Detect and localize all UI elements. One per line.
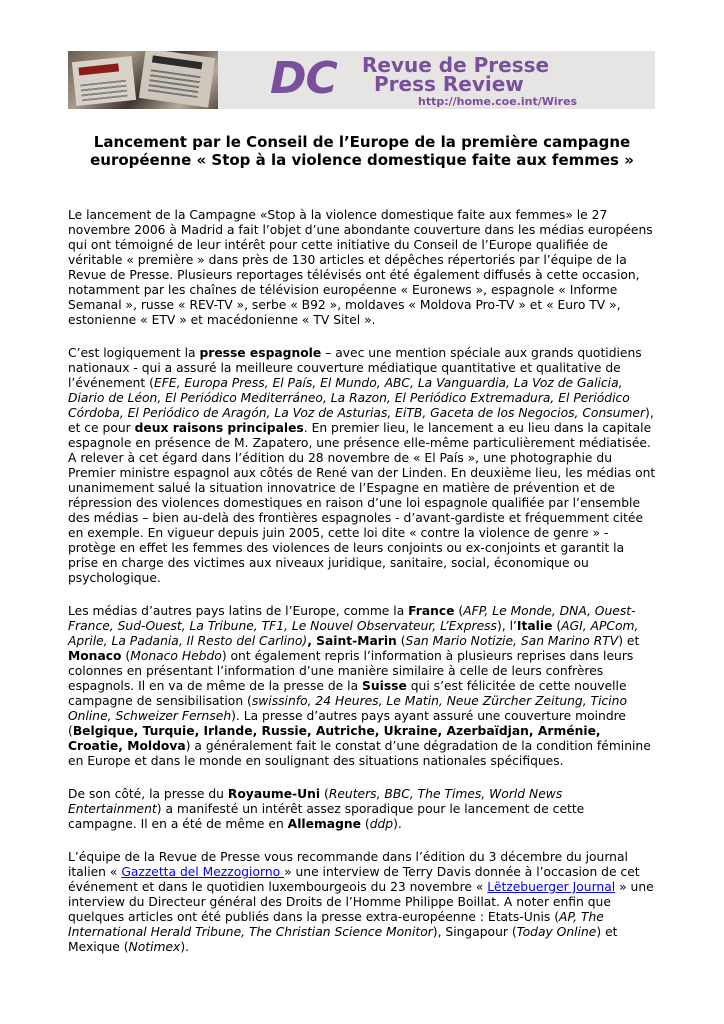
banner-url: http://home.coe.int/Wires xyxy=(418,95,578,108)
title-line-1: Lancement par le Conseil de l’Europe de la première campagne xyxy=(93,133,631,151)
title-line-2: européenne « Stop à la violence domestique faite aux femmes » xyxy=(90,151,634,169)
article-body xyxy=(68,208,656,973)
banner-title-english: Press Review xyxy=(374,72,524,96)
paragraph-latin-countries: Les médias d’autres pays latins de l’Europe, comme la France (AFP, Le Monde, DNA, Ouest-France, Sud-Ouest, La Tribune, TF1, Le Nouvel Observateur, L’Express), l’Italie (AGI, APCom, Aprile, La Padania, Il Resto del Carlino), Saint-Marin (San Mario Notizie, San Marino RTV) et Monaco (Monaco Hebdo) ont également repris l’information à plusieurs reprises dans leurs colonnes en présentant l’information d’une manière similaire à celle de leurs confrères espagnols. Il en va de même de la presse de la Suisse qui s’est félicitée de cette nouvelle campagne de sensibilisation (swissinfo, 24 Heures, Le Matin, Neue Zürcher Zeitung, Ticino Online, Schweizer Fernseh). La presse d’autres pays ayant assuré une couverture moindre (Belgique, Turquie, Irlande, Russie, Autriche, Ukraine, Azerbaïdjan, Arménie, Croatie, Moldova) a généralement fait le constat d’une dégradation de la condition féminine en Europe et dans le monde en soulignant des situations nationales spécifiques. xyxy=(68,604,651,768)
header-banner xyxy=(68,51,655,109)
banner-title-french: Revue de Presse xyxy=(362,53,550,77)
paragraph-intro: Le lancement de la Campagne «Stop à la violence domestique faite aux femmes» le 27 novembre 2006 à Madrid a fait l’objet d’une abondante couverture dans les médias européens qui ont témoigné de leur intérêt pour cette initiative du Conseil de l’Europe qualifiée de véritable « première » dans près de 130 articles et dépêches répertoriés par l’équipe de la Revue de Presse. Plusieurs reportages télévisés ont été également diffusés à cette occasion, notamment par les chaînes de télévision européenne « Euronews », espagnole « Informe Semanal », russe « REV-TV », serbe « B92 », moldaves « Moldova Pro-TV » et « Euro TV », estonienne « ETV » et macédonienne « TV Sitel ». xyxy=(68,208,653,327)
document-title xyxy=(70,133,654,169)
dc-logo: DC xyxy=(270,53,337,104)
paragraph-spain: C’est logiquement la presse espagnole – avec une mention spéciale aux grands quotidiens nationaux - qui a assuré la meilleure couverture médiatique quantitative et qualitative de l’événement (EFE, Europa Press, El País, El Mundo, ABC, La Vanguardia, La Voz de Galicia, Diario de Léon, El Periódico Mediterráneo, La Razon, El Periódico Extremadura, El Periódico Córdoba, El Periódico de Aragón, La Voz de Asturias, EiTB, Gaceta de los Negocios, Consumer), et ce pour deux raisons principales. En premier lieu, le lancement a eu lieu dans la capitale espagnole en présence de M. Zapatero, une présence elle-même particulièrement médiatisée. A relever à cet égard dans l’édition du 28 novembre de « El País », une photographie du Premier ministre espagnol aux côtés de René van der Linden. En deuxième lieu, les médias ont unanimement salué la situation innovatrice de l’Espagne en matière de prévention et de répression des violences domestiques en raison d’une loi espagnole qualifiée par l’ensemble des médias – bien au-delà des frontières espagnoles - d’avant-gardiste et fréquemment citée en exemple. En vigueur depuis juin 2005, cette loi dite « contre la violence de genre » - protège en effet les femmes des violences de leurs conjoints ou ex-conjoints et garantit la prise en charge des victimes aux niveaux juridique, sanitaire, social, économique ou psychologique. xyxy=(68,346,656,585)
gazzetta-link[interactable]: Gazzetta del Mezzogiorno xyxy=(121,865,285,879)
letzebuerger-journal-link[interactable]: Lëtzebuerger Journal xyxy=(487,880,616,894)
newspapers-image xyxy=(68,51,218,109)
paragraph-recommendations: L’équipe de la Revue de Presse vous recommande dans l’édition du 3 décembre du journal italien « Gazzetta del Mezzogiorno » une interview de Terry Davis donnée à l’occasion de cet événement et dans le quotidien luxembourgeois du 23 novembre « Lëtzebuerger Journal » une interview du Directeur général des Droits de l’Homme Philippe Boillat. A noter enfin que quelques articles ont été publiés dans la presse extra-européenne : Etats-Unis (AP, The International Herald Tribune, The Christian Science Monitor), Singapour (Today Online) et Mexique (Notimex). xyxy=(68,850,654,954)
paragraph-uk-germany: De son côté, la presse du Royaume-Uni (Reuters, BBC, The Times, World News Entertainment) a manifesté un intérêt assez sporadique pour le lancement de cette campagne. Il en a été de même en Allemagne (ddp). xyxy=(68,787,585,831)
